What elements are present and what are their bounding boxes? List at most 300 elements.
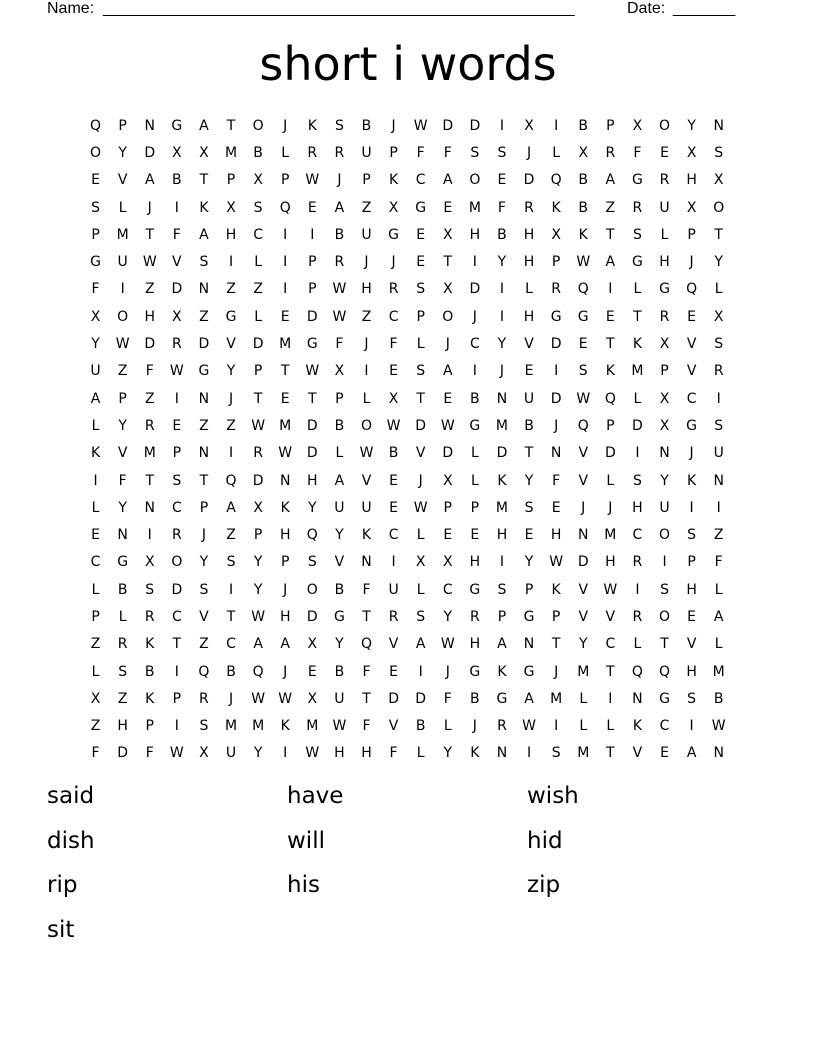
grid-letter: S (714, 417, 724, 434)
grid-letter: L (606, 472, 615, 489)
grid-letter: O (117, 308, 129, 325)
grid-letter: T (253, 390, 263, 407)
grid-letter: G (550, 308, 562, 325)
grid-letter: W (413, 499, 428, 516)
grid-letter: U (388, 581, 399, 598)
grid-row (82, 248, 734, 275)
grid-letter: M (224, 144, 238, 161)
grid-letter: D (306, 608, 318, 625)
grid-letter: Y (118, 417, 127, 434)
grid-letter: H (279, 527, 291, 544)
grid-letter: Q (577, 281, 589, 298)
grid-letter: B (388, 445, 399, 462)
grid-letter: L (91, 417, 100, 434)
grid-letter: L (443, 718, 452, 735)
grid-letter: D (171, 581, 183, 598)
grid-row (82, 303, 734, 330)
grid-letter: W (440, 417, 455, 434)
grid-letter: P (470, 499, 480, 516)
grid-letter: F (172, 226, 181, 243)
grid-letter: W (305, 172, 320, 189)
grid-letter: W (305, 363, 320, 380)
grid-letter: S (226, 554, 236, 571)
grid-letter: R (144, 608, 155, 625)
grid-letter: D (415, 417, 427, 434)
grid-letter: W (278, 445, 293, 462)
grid-letter: W (251, 608, 266, 625)
grid-letter: N (632, 690, 643, 707)
grid-letter: L (660, 226, 669, 243)
word-list-item: rip (47, 872, 78, 898)
grid-letter: H (469, 636, 481, 653)
grid-row (82, 412, 734, 439)
grid-letter: S (632, 226, 642, 243)
grid-letter: F (633, 144, 642, 161)
grid-letter: L (552, 144, 561, 161)
grid-letter: V (578, 581, 589, 598)
grid-letter: J (337, 172, 342, 189)
word-list-item: his (287, 872, 320, 898)
grid-letter: X (632, 117, 643, 134)
grid-letter: U (90, 363, 101, 380)
grid-letter: K (388, 172, 399, 189)
grid-letter: P (335, 390, 344, 407)
grid-letter: M (252, 718, 265, 735)
grid-letter: E (443, 527, 453, 544)
grid-letter: W (332, 308, 347, 325)
grid-letter: P (660, 363, 669, 380)
grid-letter: L (362, 390, 371, 407)
grid-letter: H (307, 472, 318, 489)
grid-letter: E (687, 608, 697, 625)
grid-letter: T (606, 663, 615, 680)
grid-letter: T (226, 608, 236, 625)
grid-letter: I (174, 390, 179, 407)
grid-letter: R (659, 172, 670, 189)
grid-letter: P (172, 445, 182, 462)
grid-letter: D (415, 690, 427, 707)
grid-letter: N (198, 445, 210, 462)
grid-letter: J (689, 445, 694, 462)
grid-letter: X (659, 390, 670, 407)
grid-letter: L (606, 718, 615, 735)
grid-letter: I (716, 390, 721, 407)
grid-letter: E (443, 390, 453, 407)
grid-letter: V (578, 445, 589, 462)
grid-letter: Z (605, 199, 616, 216)
grid-letter: S (172, 472, 182, 489)
grid-letter: H (361, 281, 372, 298)
grid-letter: S (660, 581, 669, 598)
grid-letter: W (115, 336, 130, 353)
grid-letter: R (551, 281, 561, 298)
grid-letter: E (389, 472, 398, 489)
grid-letter: N (279, 472, 291, 489)
grid-letter: B (172, 172, 182, 189)
word-list-item: sit (47, 916, 75, 943)
grid-letter: Y (118, 499, 127, 516)
grid-letter: D (388, 690, 399, 707)
grid-letter: G (225, 308, 237, 325)
grid-letter: T (280, 363, 290, 380)
grid-letter: H (523, 254, 535, 271)
grid-letter: J (364, 254, 369, 271)
grid-letter: L (416, 336, 425, 353)
grid-letter: J (445, 663, 450, 680)
grid-letter: V (686, 336, 697, 353)
grid-letter: B (578, 199, 589, 216)
grid-letter: P (253, 527, 263, 544)
word-list-item: hid (527, 827, 563, 854)
grid-letter: P (389, 144, 398, 161)
grid-letter: A (199, 226, 209, 243)
grid-letter: Q (659, 663, 671, 680)
grid-letter: K (605, 363, 615, 380)
grid-letter: D (171, 281, 183, 298)
grid-letter: I (228, 445, 234, 462)
grid-letter: Y (91, 336, 100, 353)
grid-letter: A (524, 690, 534, 707)
grid-letter: F (389, 745, 398, 762)
grid-letter: I (554, 718, 559, 735)
grid-letter: W (603, 581, 618, 598)
grid-letter: M (468, 199, 481, 216)
grid-letter: P (308, 254, 317, 271)
grid-letter: P (172, 690, 182, 707)
grid-letter: W (142, 254, 157, 271)
grid-letter: P (199, 499, 209, 516)
grid-letter: N (198, 281, 210, 298)
grid-letter: S (253, 199, 263, 216)
grid-letter: T (172, 636, 182, 653)
grid-letter: T (660, 636, 669, 653)
grid-letter: J (608, 499, 613, 516)
grid-letter: E (551, 499, 561, 516)
grid-letter: R (253, 445, 263, 462)
grid-letter: H (361, 745, 372, 762)
grid-letter: S (551, 745, 561, 762)
grid-letter: Z (199, 636, 209, 653)
grid-letter: S (578, 363, 588, 380)
grid-letter: P (362, 172, 371, 189)
grid-letter: I (93, 472, 98, 489)
grid-letter: I (283, 226, 288, 243)
grid-letter: K (199, 199, 209, 216)
grid-letter: S (524, 499, 534, 516)
grid-letter: T (199, 472, 209, 489)
grid-letter: T (362, 690, 371, 707)
grid-letter: N (144, 117, 155, 134)
grid-letter: Y (253, 554, 263, 571)
grid-letter: F (552, 472, 561, 489)
grid-letter: Z (117, 690, 128, 707)
grid-letter: Y (335, 527, 344, 544)
grid-letter: M (279, 336, 292, 353)
grid-letter: I (174, 718, 179, 735)
grid-letter: H (632, 499, 643, 516)
grid-letter: T (145, 226, 155, 243)
grid-row (82, 740, 734, 767)
grid-letter: T (443, 254, 453, 271)
grid-letter: X (442, 554, 453, 571)
grid-letter: X (551, 226, 561, 243)
grid-letter: F (443, 144, 452, 161)
grid-letter: L (416, 581, 425, 598)
grid-letter: I (499, 117, 505, 134)
grid-letter: V (578, 608, 589, 625)
grid-letter: R (632, 554, 643, 571)
word-list (47, 776, 767, 954)
grid-row (82, 494, 734, 521)
grid-letter: L (579, 690, 588, 707)
grid-letter: P (253, 363, 263, 380)
grid-letter: K (90, 445, 101, 462)
grid-letter: I (689, 718, 694, 735)
grid-letter: O (659, 608, 671, 625)
word-list-item: dish (47, 827, 95, 854)
grid-letter: V (334, 554, 345, 571)
grid-letter: J (283, 663, 288, 680)
grid-letter: B (144, 663, 155, 680)
grid-letter: C (253, 226, 263, 243)
grid-letter: R (388, 608, 399, 625)
grid-letter: I (554, 363, 559, 380)
grid-letter: S (145, 581, 155, 598)
grid-letter: G (523, 663, 535, 680)
grid-letter: W (169, 363, 184, 380)
grid-letter: R (334, 144, 345, 161)
grid-letter: P (91, 226, 100, 243)
grid-letter: S (199, 718, 209, 735)
grid-letter: R (199, 690, 209, 707)
grid-letter: J (554, 663, 559, 680)
grid-letter: M (577, 745, 590, 762)
grid-letter: Q (631, 663, 643, 680)
grid-letter: M (143, 445, 156, 462)
grid-letter: E (524, 363, 534, 380)
name-label: Name: (47, 0, 95, 17)
grid-letter: E (687, 308, 697, 325)
grid-letter: Q (225, 472, 237, 489)
grid-letter: I (283, 254, 288, 271)
grid-letter: K (497, 472, 507, 489)
grid-letter: X (713, 172, 724, 189)
grid-letter: U (713, 445, 724, 462)
grid-row (82, 576, 734, 603)
grid-letter: W (359, 445, 374, 462)
grid-letter: H (550, 527, 562, 544)
grid-letter: A (497, 636, 507, 653)
grid-letter: G (469, 663, 481, 680)
grid-letter: V (524, 336, 534, 353)
grid-letter: G (659, 690, 670, 707)
grid-letter: G (469, 417, 481, 434)
grid-letter: L (470, 445, 479, 462)
grid-letter: J (283, 581, 288, 598)
grid-letter: U (334, 499, 345, 516)
grid-letter: O (713, 199, 725, 216)
letter-grid (82, 112, 734, 767)
grid-letter: S (714, 144, 724, 161)
grid-letter: R (144, 417, 155, 434)
grid-letter: K (145, 690, 155, 707)
grid-letter: P (145, 718, 154, 735)
grid-letter: P (280, 554, 290, 571)
grid-letter: B (117, 581, 128, 598)
grid-letter: K (551, 199, 561, 216)
grid-letter: X (199, 745, 209, 762)
grid-letter: Y (443, 745, 453, 762)
grid-letter: A (605, 254, 616, 271)
grid-letter: L (281, 144, 290, 161)
grid-letter: D (306, 445, 318, 462)
grid-letter: D (306, 417, 318, 434)
grid-letter: B (578, 172, 589, 189)
grid-letter: F (497, 199, 506, 216)
grid-letter: D (550, 390, 562, 407)
grid-letter: J (391, 254, 396, 271)
grid-letter: G (659, 281, 670, 298)
grid-letter: N (713, 745, 724, 762)
grid-letter: W (549, 554, 564, 571)
grid-letter: P (497, 608, 507, 625)
grid-letter: I (472, 254, 477, 271)
grid-letter: A (605, 172, 616, 189)
grid-letter: R (388, 281, 399, 298)
grid-letter: L (714, 581, 723, 598)
grid-letter: G (198, 363, 210, 380)
grid-letter: R (632, 608, 643, 625)
grid-row (82, 440, 734, 467)
grid-letter: L (91, 499, 100, 516)
grid-letter: Z (144, 281, 155, 298)
grid-letter: K (280, 718, 290, 735)
grid-letter: X (307, 690, 318, 707)
grid-letter: F (714, 554, 723, 571)
grid-letter: R (713, 363, 724, 380)
grid-letter: P (551, 254, 561, 271)
grid-letter: X (253, 172, 263, 189)
grid-letter: W (576, 254, 591, 271)
grid-letter: S (687, 690, 697, 707)
grid-letter: L (118, 608, 127, 625)
grid-letter: I (608, 690, 613, 707)
grid-letter: U (659, 499, 670, 516)
grid-letter: T (145, 472, 155, 489)
grid-letter: X (388, 199, 399, 216)
grid-letter: L (416, 745, 425, 762)
grid-letter: K (307, 117, 317, 134)
grid-row (82, 358, 734, 385)
grid-letter: P (416, 308, 425, 325)
grid-letter: X (686, 199, 697, 216)
grid-letter: G (171, 117, 183, 134)
grid-letter: G (415, 199, 427, 216)
grid-letter: C (632, 527, 643, 544)
grid-letter: I (499, 308, 505, 325)
grid-letter: L (416, 527, 425, 544)
grid-letter: W (278, 690, 293, 707)
grid-letter: M (224, 718, 238, 735)
grid-letter: T (714, 226, 723, 243)
grid-row (82, 467, 734, 494)
grid-letter: L (714, 281, 723, 298)
grid-letter: U (225, 745, 237, 762)
grid-letter: D (144, 336, 156, 353)
grid-letter: X (307, 636, 318, 653)
grid-letter: Y (308, 499, 317, 516)
grid-row (82, 685, 734, 712)
grid-letter: O (659, 117, 671, 134)
grid-letter: D (496, 445, 508, 462)
grid-letter: E (389, 499, 398, 516)
grid-letter: D (550, 336, 562, 353)
grid-letter: M (495, 417, 508, 434)
grid-letter: Q (360, 636, 372, 653)
grid-letter: E (416, 254, 426, 271)
grid-letter: S (714, 336, 724, 353)
grid-letter: E (524, 527, 534, 544)
grid-letter: X (686, 144, 697, 161)
grid-letter: Q (306, 527, 318, 544)
grid-letter: X (334, 363, 345, 380)
grid-letter: I (120, 281, 125, 298)
grid-letter: U (117, 254, 128, 271)
grid-letter: N (117, 527, 128, 544)
grid-letter: E (578, 336, 588, 353)
grid-letter: H (686, 663, 697, 680)
grid-letter: Z (713, 527, 724, 544)
grid-letter: I (662, 554, 667, 571)
grid-letter: Y (714, 254, 723, 271)
grid-letter: B (253, 144, 263, 161)
grid-letter: T (606, 226, 615, 243)
grid-letter: Q (550, 172, 562, 189)
grid-letter: L (470, 472, 479, 489)
grid-letter: S (416, 608, 426, 625)
grid-letter: S (416, 363, 426, 380)
grid-letter: F (362, 581, 371, 598)
grid-letter: F (416, 144, 425, 161)
grid-letter: Q (198, 663, 210, 680)
grid-letter: J (228, 690, 234, 707)
grid-letter: U (361, 499, 372, 516)
grid-letter: I (499, 554, 505, 571)
grid-letter: W (711, 718, 726, 735)
grid-letter: B (470, 390, 480, 407)
grid-letter: X (442, 281, 453, 298)
grid-letter: D (442, 445, 454, 462)
grid-letter: B (415, 718, 426, 735)
grid-letter: I (635, 445, 640, 462)
grid-row (82, 713, 734, 740)
grid-letter: W (576, 390, 591, 407)
grid-letter: L (633, 281, 642, 298)
grid-letter: K (578, 226, 588, 243)
grid-letter: F (389, 336, 398, 353)
grid-letter: V (605, 608, 616, 625)
grid-letter: W (522, 718, 536, 735)
grid-letter: N (198, 390, 210, 407)
grid-letter: D (469, 117, 481, 134)
grid-letter: V (686, 363, 697, 380)
grid-letter: I (283, 745, 288, 762)
grid-letter: A (442, 363, 453, 380)
grid-letter: Q (686, 281, 698, 298)
grid-letter: G (117, 554, 129, 571)
grid-letter: X (713, 308, 724, 325)
name-blank-line: _____________________________________________________ (103, 0, 575, 17)
